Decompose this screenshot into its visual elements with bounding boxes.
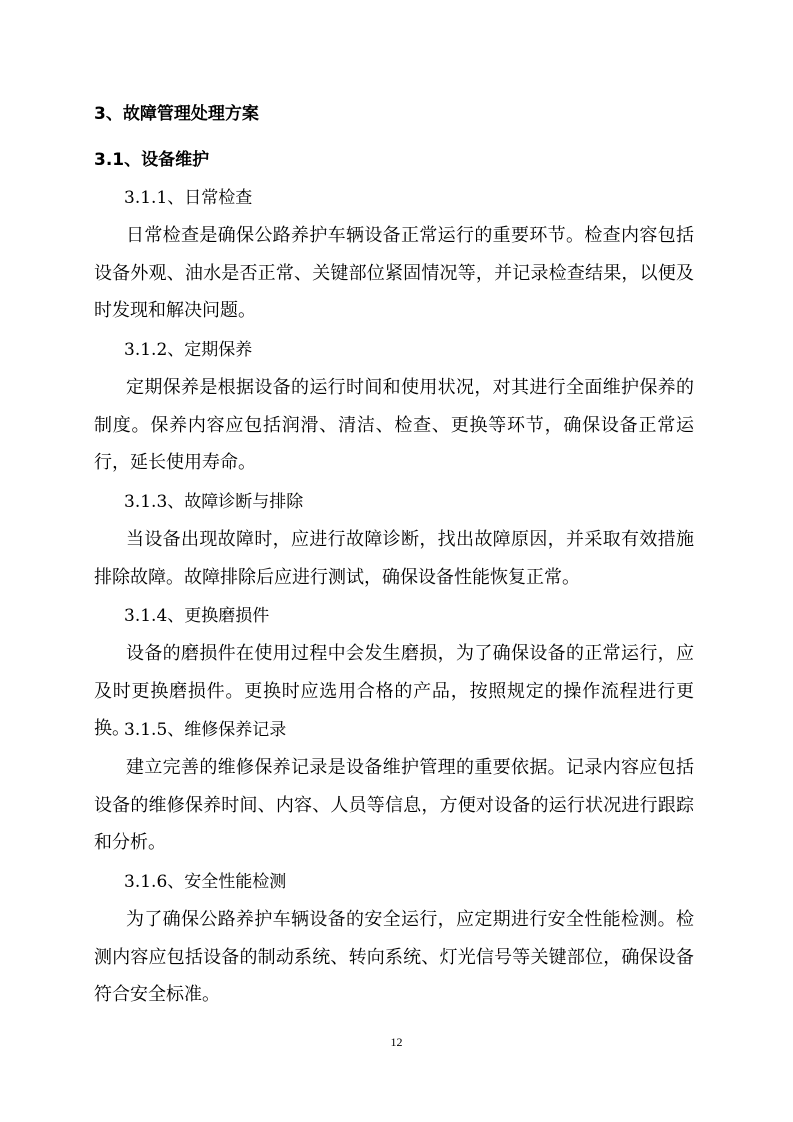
item-heading-regular-maintenance: 3.1.2、定期保养 <box>124 340 253 360</box>
item-paragraph-regular-maintenance: 定期保养是根据设备的运行时间和使用状况，对其进行全面维护保养的制度。保养内容应包括润滑、清洁、检查、更换等环节，确保设备正常运行，延长使用寿命。 <box>94 377 694 473</box>
subsection-heading: 3.1、设备维护 <box>94 150 210 170</box>
item-heading-replace-wear-parts: 3.1.4、更换磨损件 <box>124 606 270 626</box>
item-paragraph-fault-diagnosis: 当设备出现故障时，应进行故障诊断，找出故障原因，并采取有效措施排除故障。故障排除后应进行测试，确保设备性能恢复正常。 <box>94 529 694 588</box>
page-number: 12 <box>390 1035 403 1049</box>
section-heading: 3、故障管理处理方案 <box>94 104 259 124</box>
item-paragraph-maintenance-records: 建立完善的维修保养记录是设备维护管理的重要依据。记录内容应包括设备的维修保养时间、内容、人员等信息，方便对设备的运行状况进行跟踪和分析。 <box>94 757 694 853</box>
item-heading-daily-check: 3.1.1、日常检查 <box>124 188 253 208</box>
item-heading-maintenance-records: 3.1.5、维修保养记录 <box>124 720 287 740</box>
item-heading-fault-diagnosis: 3.1.3、故障诊断与排除 <box>124 492 304 512</box>
item-paragraph-safety-testing: 为了确保公路养护车辆设备的安全运行，应定期进行安全性能检测。检测内容应包括设备的制动系统、转向系统、灯光信号等关键部位，确保设备符合安全标准。 <box>94 909 694 1005</box>
item-paragraph-replace-wear-parts: 设备的磨损件在使用过程中会发生磨损，为了确保设备的正常运行，应及时更换磨损件。更换时应选用合格的产品，按照规定的操作流程进行更换。 <box>94 643 694 739</box>
item-paragraph-daily-check: 日常检查是确保公路养护车辆设备正常运行的重要环节。检查内容包括设备外观、油水是否正常、关键部位紧固情况等，并记录检查结果，以便及时发现和解决问题。 <box>94 225 694 321</box>
item-heading-safety-testing: 3.1.6、安全性能检测 <box>124 872 287 892</box>
